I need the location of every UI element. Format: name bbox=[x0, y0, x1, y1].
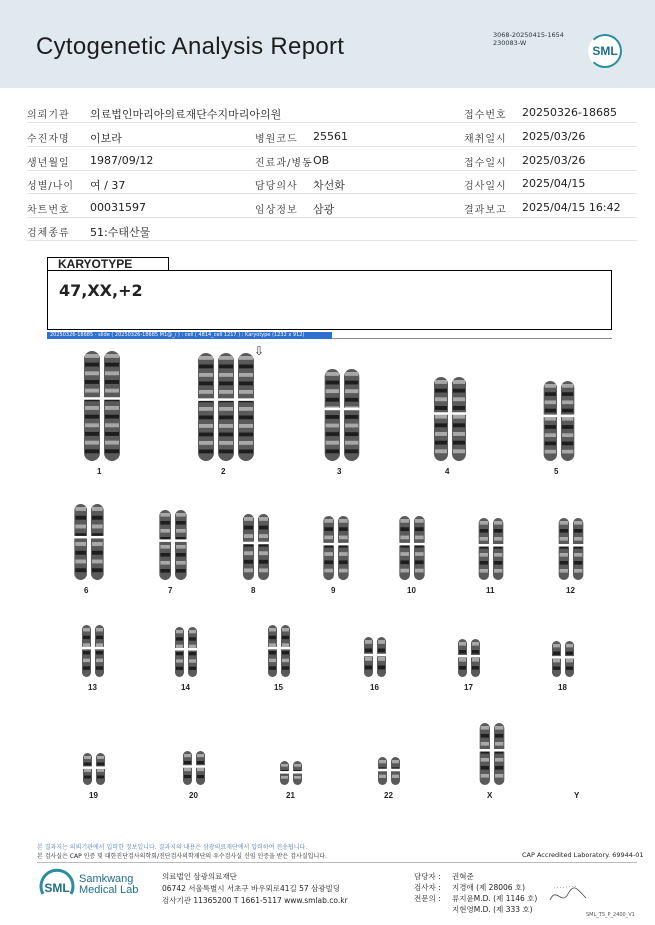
image-caption-bar: 20250326-18685 - slide ( 20250326-18685 M1@_/ ) : cell ( 4814_cell 1217 ) : Karyotype (1232 x 912) bbox=[47, 332, 332, 339]
chromosome bbox=[458, 639, 468, 677]
info-value: 삼광 bbox=[313, 203, 335, 216]
chromosome bbox=[494, 723, 505, 785]
info-label: 성별/나이 bbox=[27, 181, 75, 192]
caption-divider bbox=[332, 338, 612, 339]
chromosome bbox=[434, 377, 449, 461]
address-line3: 검사기관 11365200 T 1661-5117 www.smlab.co.kr bbox=[162, 896, 348, 905]
chromosome-label: X bbox=[487, 791, 493, 800]
chromosome-label: 14 bbox=[181, 683, 190, 692]
info-row bbox=[27, 100, 637, 123]
info-label: 차트번호 bbox=[27, 205, 70, 216]
info-value: 의료법인마리아의료재단수지마리아의원 bbox=[90, 108, 282, 121]
chromosome bbox=[399, 516, 411, 580]
staff-list bbox=[414, 871, 537, 915]
signature-image bbox=[548, 880, 588, 910]
chromosome bbox=[324, 369, 340, 461]
address-line1: 의료법인 삼광의료재단 bbox=[162, 872, 237, 881]
chromosome bbox=[281, 625, 291, 677]
chromosome-label: 12 bbox=[566, 586, 575, 595]
chromosome-label: 10 bbox=[407, 586, 416, 595]
chromosome bbox=[479, 723, 490, 785]
chromosome bbox=[543, 381, 557, 461]
lab-address bbox=[162, 871, 348, 907]
chromosome bbox=[74, 504, 88, 580]
chromosome bbox=[188, 627, 198, 677]
info-label: 의뢰기관 bbox=[27, 110, 70, 121]
chromosome-label: 1 bbox=[97, 467, 102, 476]
karyogram-image bbox=[0, 345, 655, 810]
karyotype-result: 47,XX,+2 bbox=[59, 281, 143, 300]
chromosome-label: 4 bbox=[445, 467, 450, 476]
chromosome-label: 13 bbox=[88, 683, 97, 692]
report-header bbox=[0, 0, 655, 88]
brand-line2: Medical Lab bbox=[79, 884, 139, 896]
info-label: 생년월일 bbox=[27, 158, 70, 169]
chromosome bbox=[83, 753, 93, 785]
chromosome bbox=[243, 514, 255, 580]
chromosome bbox=[183, 751, 193, 785]
chromosome bbox=[175, 627, 185, 677]
chromosome-label: 3 bbox=[337, 467, 342, 476]
chromosome bbox=[84, 351, 101, 461]
info-row bbox=[27, 171, 637, 194]
info-value: OB bbox=[313, 154, 330, 167]
info-value: 여 / 37 bbox=[90, 179, 126, 192]
chromosome bbox=[561, 381, 575, 461]
chromosome-label: 22 bbox=[384, 791, 393, 800]
info-label: 병원코드 bbox=[255, 134, 298, 145]
footer-divider bbox=[37, 862, 637, 863]
chromosome bbox=[95, 625, 105, 677]
chromosome bbox=[378, 757, 388, 785]
chromosome bbox=[238, 353, 255, 461]
chromosome bbox=[565, 641, 575, 677]
chromosome bbox=[91, 504, 105, 580]
info-row bbox=[27, 148, 637, 171]
info-row bbox=[27, 218, 637, 241]
staff-row: 지현영M.D. (제 333 호) bbox=[452, 905, 533, 914]
karyotype-result-box bbox=[47, 270, 612, 330]
sml-logo-icon bbox=[37, 868, 77, 904]
chromosome-label: 20 bbox=[189, 791, 198, 800]
info-value: 2025/03/26 bbox=[522, 130, 586, 143]
staff-row: 담당자 : 권혁준 bbox=[414, 872, 474, 881]
chromosome-label: 19 bbox=[89, 791, 98, 800]
report-title: Cytogenetic Analysis Report bbox=[36, 33, 345, 60]
chromosome bbox=[175, 510, 188, 580]
address-line2: 06742 서울특별시 서초구 바우뫼로41길 57 삼광빌딩 bbox=[162, 884, 341, 893]
chromosome bbox=[258, 514, 270, 580]
chromosome-label: Y bbox=[574, 791, 580, 800]
chromosome bbox=[323, 516, 335, 580]
form-code: SML_TS_P_2400_V1 bbox=[586, 912, 635, 918]
chromosome bbox=[218, 353, 235, 461]
chromosome-label: 16 bbox=[370, 683, 379, 692]
chromosome bbox=[364, 637, 374, 677]
document-id bbox=[493, 31, 564, 47]
info-value: 이보라 bbox=[90, 132, 122, 145]
info-label: 접수일시 bbox=[464, 158, 507, 169]
staff-row: 전문의 : 류지윤M.D. (제 1146 호) bbox=[414, 894, 538, 903]
sml-logo-badge: SML bbox=[588, 34, 622, 68]
info-value: 1987/09/12 bbox=[90, 154, 154, 167]
footnote-info: 본 결과지는 의뢰기관에서 입력한 정보입니다. 결과지의 내용은 삼광의료재단에서 입력하여 전송됩니다. bbox=[37, 844, 308, 851]
chromosome-label: 15 bbox=[274, 683, 283, 692]
chromosome bbox=[377, 637, 387, 677]
brand-line1: Samkwang bbox=[79, 873, 134, 885]
chromosome-label: 21 bbox=[286, 791, 295, 800]
chromosome bbox=[414, 516, 426, 580]
doc-id-line1: 3068-20250415-1654 bbox=[493, 31, 564, 39]
chromosome bbox=[96, 753, 106, 785]
chromosome-label: 8 bbox=[251, 586, 256, 595]
lab-brand-name bbox=[79, 874, 138, 896]
chromosome bbox=[558, 518, 569, 580]
chromosome-label: 6 bbox=[84, 586, 89, 595]
info-value: 51:수태산물 bbox=[90, 226, 151, 239]
info-value: 2025/04/15 bbox=[522, 177, 586, 190]
info-value: 2025/04/15 16:42 bbox=[522, 201, 621, 214]
down-arrow-icon: ⇩ bbox=[254, 344, 265, 358]
info-label: 수진자명 bbox=[27, 134, 70, 145]
chromosome-label: 18 bbox=[558, 683, 567, 692]
info-value: 00031597 bbox=[90, 201, 146, 214]
svg-text:SML: SML bbox=[44, 881, 70, 895]
chromosome bbox=[268, 625, 278, 677]
chromosome bbox=[573, 518, 584, 580]
chromosome bbox=[198, 353, 215, 461]
info-value: 2025/03/26 bbox=[522, 154, 586, 167]
info-label: 검체종류 bbox=[27, 228, 70, 239]
chromosome bbox=[280, 761, 290, 785]
chromosome bbox=[452, 377, 467, 461]
chromosome-label: 9 bbox=[331, 586, 336, 595]
info-label: 결과보고 bbox=[464, 205, 507, 216]
info-value: 20250326-18685 bbox=[522, 106, 617, 119]
info-row bbox=[27, 195, 637, 218]
info-label: 진료과/병동 bbox=[255, 158, 313, 169]
chromosome bbox=[478, 518, 489, 580]
info-label: 검사일시 bbox=[464, 181, 507, 192]
info-value: 차선화 bbox=[313, 179, 345, 192]
chromosome bbox=[338, 516, 350, 580]
info-label: 접수번호 bbox=[464, 110, 507, 121]
chromosome bbox=[159, 510, 172, 580]
chromosome bbox=[552, 641, 562, 677]
info-row bbox=[27, 124, 637, 147]
staff-row: 검사자 : 지경애 (제 28006 호) bbox=[414, 883, 526, 892]
doc-id-line2: 230083-W bbox=[493, 39, 527, 47]
chromosome-label: 17 bbox=[464, 683, 473, 692]
chromosome-label: 2 bbox=[221, 467, 226, 476]
chromosome bbox=[344, 369, 360, 461]
info-label: 담당의사 bbox=[255, 181, 298, 192]
footnote-accreditation: 본 검사실은 CAP 인증 및 대한진단검사의학회/진단검사의학재단의 우수검사실 신임 인증을 받은 검사실입니다. bbox=[37, 853, 327, 860]
info-label: 임상정보 bbox=[255, 205, 298, 216]
info-label: 채취일시 bbox=[464, 134, 507, 145]
karyotype-tab: KARYOTYPE bbox=[47, 257, 169, 271]
chromosome bbox=[293, 761, 303, 785]
chromosome bbox=[196, 751, 206, 785]
chromosome-label: 11 bbox=[486, 586, 495, 595]
chromosome-label: 7 bbox=[168, 586, 173, 595]
chromosome bbox=[471, 639, 481, 677]
chromosome bbox=[82, 625, 92, 677]
info-value: 25561 bbox=[313, 130, 348, 143]
chromosome-label: 5 bbox=[554, 467, 559, 476]
chromosome bbox=[391, 757, 401, 785]
chromosome bbox=[493, 518, 504, 580]
cap-accreditation: CAP Accredited Laboratory. 69944-01 bbox=[522, 851, 644, 859]
chromosome bbox=[104, 351, 121, 461]
